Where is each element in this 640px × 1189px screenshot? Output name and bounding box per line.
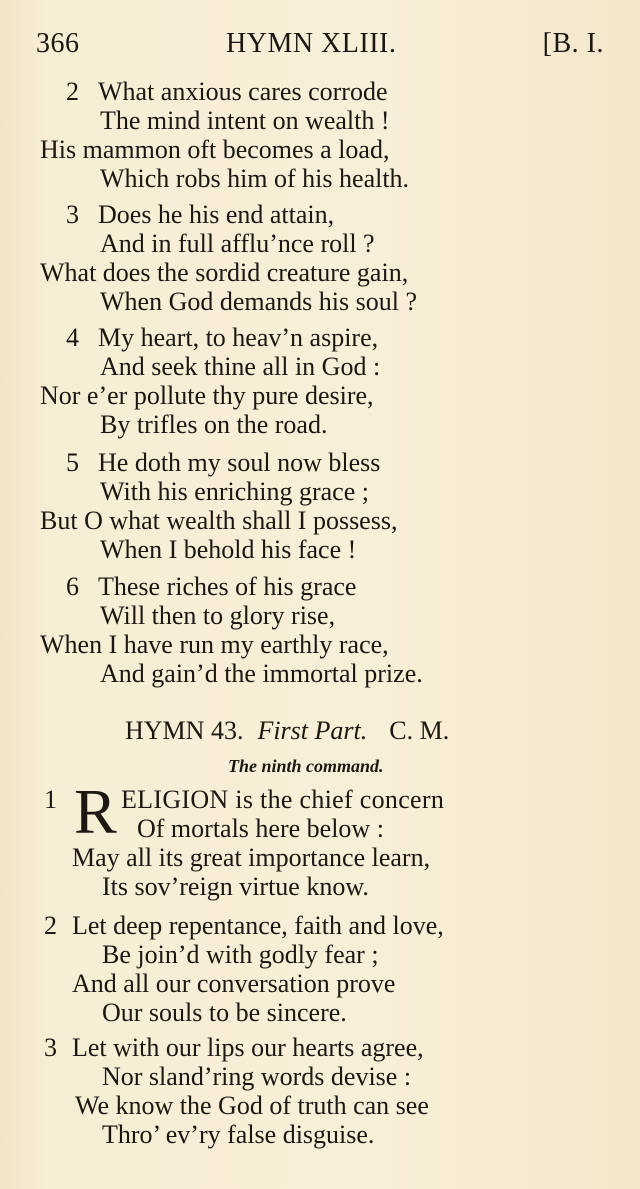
verse-line: By trifles on the road. [100,410,328,439]
running-title: HYMN XLIII. [226,28,397,59]
verse-line: When God demands his soul ? [100,287,418,316]
stanza-number: 2 [44,911,57,940]
verse-line: And in full afflu’nce roll ? [100,229,375,258]
verse-line: When I have run my earthly race, [40,630,389,659]
verse-line: With his enriching grace ; [100,477,369,506]
verse-line: Which robs him of his health. [100,164,410,193]
hymn-heading [125,714,449,748]
verse-line: Nor e’er pollute thy pure desire, [40,381,374,410]
stanza-number: 4 [66,323,79,352]
verse-line: Will then to glory rise, [100,601,336,630]
verse-line: When I behold his face ! [100,535,357,564]
verse-line: Does he his end attain, [98,200,335,229]
stanza-number: 1 [44,785,57,814]
stanza-number: 3 [44,1033,57,1062]
verse-line: Let deep repentance, faith and love, [72,911,444,940]
stanza-number: 5 [66,448,79,477]
verse-line: We know the God of truth can see [75,1091,429,1120]
verse-line: ELIGION is the chief concern [121,785,445,814]
book-reference: [B. I. [542,28,604,59]
verse-line: But O what wealth shall I possess, [40,506,398,535]
verse-line: Be join’d with godly fear ; [102,940,379,969]
stanza-number: 6 [66,572,79,601]
hymn-title: HYMN 43. [125,716,244,745]
hymn-meter: C. M. [389,716,450,745]
verse-line: May all its great importance learn, [72,843,431,872]
drop-cap: R [74,776,117,847]
verse-line: Nor sland’ring words devise : [102,1062,412,1091]
hymn-subtitle: The ninth command. [228,756,384,776]
stanza-number: 2 [66,77,79,106]
verse-line: My heart, to heav’n aspire, [98,323,379,352]
verse-line: Let with our lips our hearts agree, [72,1033,424,1062]
verse-line: The mind intent on wealth ! [100,106,390,135]
verse-line: What does the sordid creature gain, [40,258,409,287]
verse-line: His mammon oft becomes a load, [40,135,390,164]
verse-line: And gain’d the immortal prize. [100,659,423,688]
page-number: 366 [36,28,80,59]
verse-line: Its sov’reign virtue know. [102,872,369,901]
stanza-number: 3 [66,200,79,229]
verse-line: Of mortals here below : [137,814,384,843]
verse-line: Thro’ ev’ry false disguise. [102,1120,375,1149]
verse-line: These riches of his grace [98,572,357,601]
verse-line: He doth my soul now bless [98,448,381,477]
verse-line: And all our conversation prove [72,969,396,998]
running-header [36,28,604,68]
hymn-part: First Part. [257,716,368,745]
verse-line: Our souls to be sincere. [102,998,347,1027]
verse-line: And seek thine all in God : [100,352,381,381]
verse-line: What anxious cares corrode [98,77,388,106]
